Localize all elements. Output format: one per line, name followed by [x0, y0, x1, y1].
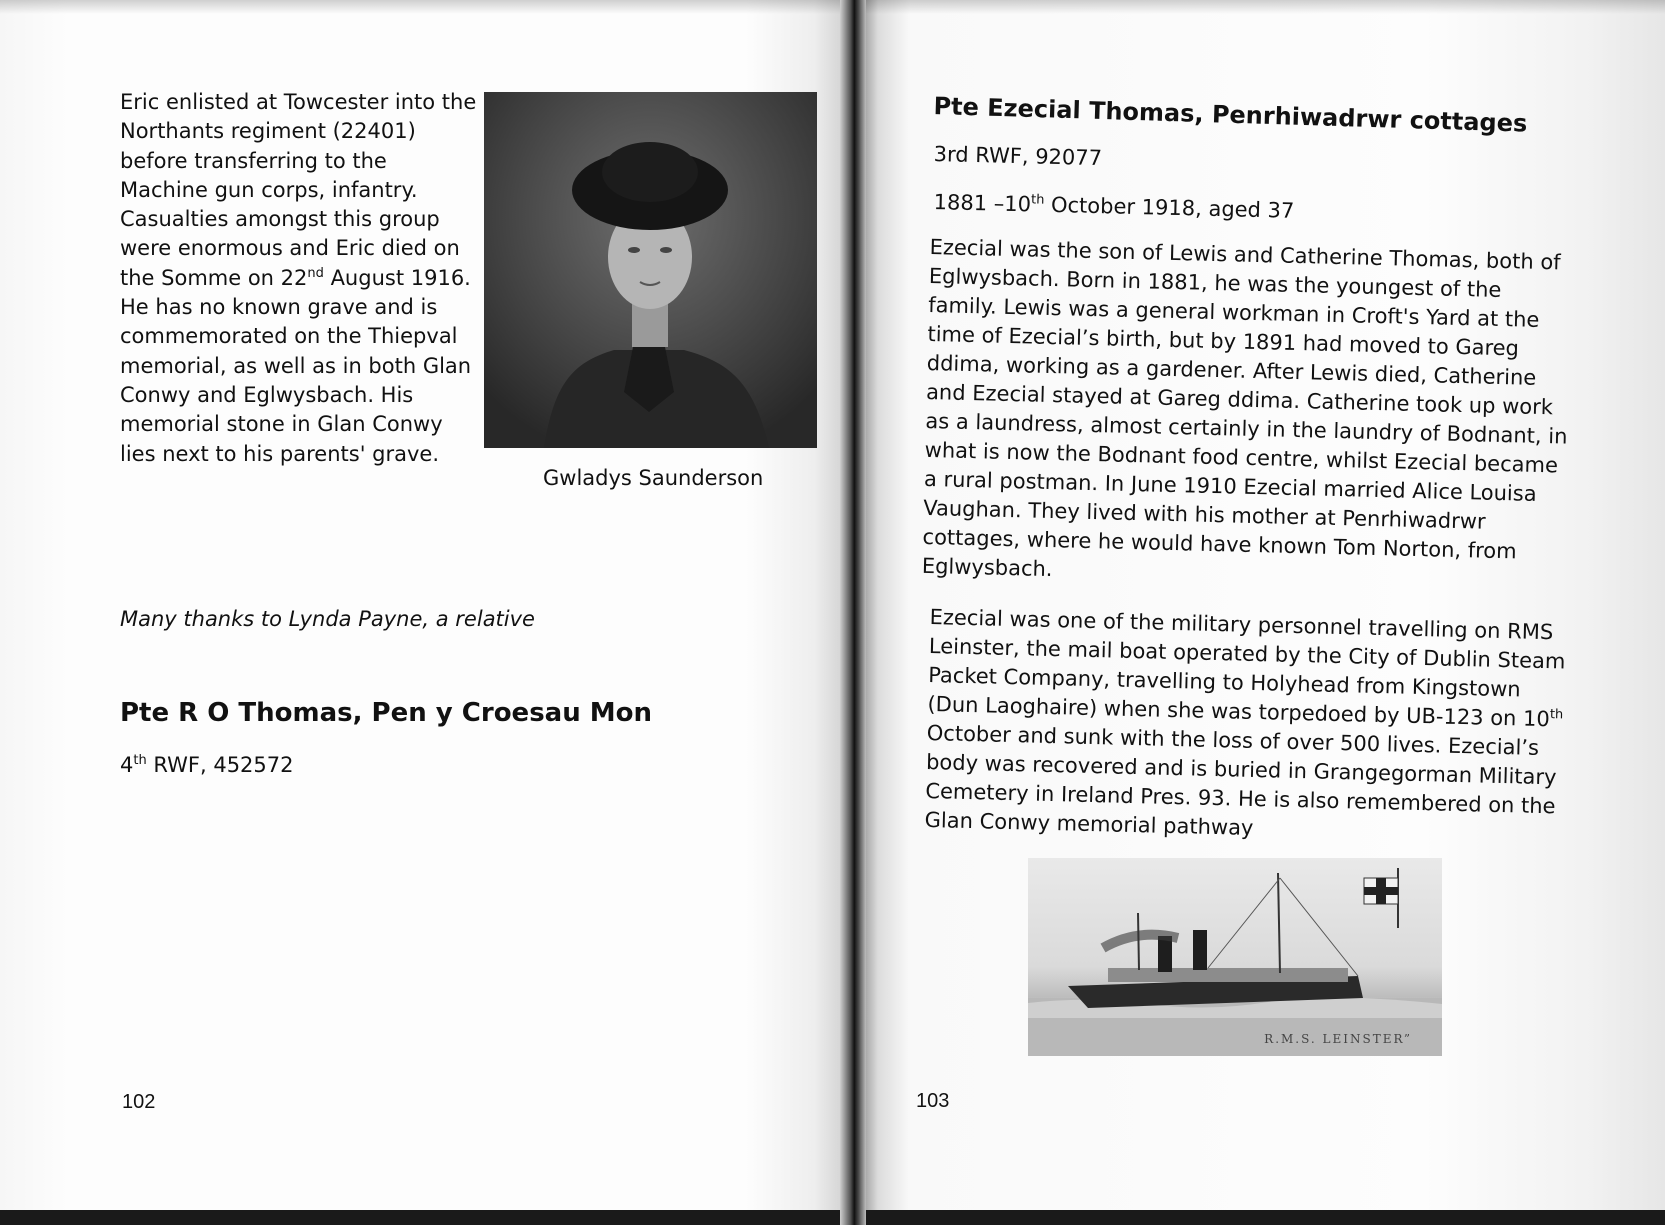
unit-number-ezecial: 3rd RWF, 92077: [933, 142, 1103, 171]
section-heading-ezecial-thomas: Pte Ezecial Thomas, Penrhiwadrwr cottages: [933, 92, 1528, 138]
page-top-shadow: [862, 0, 1665, 14]
book-gutter: [840, 0, 866, 1225]
rms-leinster-illustration: [1028, 858, 1442, 1056]
ezecial-leinster-paragraph: Ezecial was one of the military personnel travelling on RMS Leinster, the mail boat operated by the City of Dublin Steam Packet Company, travelling to Holyhead from Kingstown (Dun Laoghaire) when she was torpedoed by UB-123 on 10th October and sunk with the loss of over 500 lives. Ezecial’s body was recovered and is buried in Grangegorman Military Cemetery in Ireland Pres. 93. He is also remembered on the Glan Conwy memorial pathway: [924, 604, 1566, 840]
section-heading-ro-thomas: Pte R O Thomas, Pen y Croesau Mon: [120, 698, 653, 728]
page-number-right: 103: [916, 1090, 950, 1112]
right-page: [862, 0, 1665, 1210]
portrait-photo: [484, 92, 817, 448]
page-top-shadow: [0, 0, 848, 14]
life-dates-ezecial: 1881 –10th October 1918, aged 37: [933, 190, 1295, 223]
ship-drawing: [1028, 858, 1442, 1056]
ezecial-biography-paragraph: Ezecial was the son of Lewis and Catherine Thomas, both of Eglwysbach. Born in 1881, he was the youngest of the family. Lewis was a general workman in Croft's Yard at the time of Ezecial’s birth, but by 1891 had moved to Gareg ddima, working as a gardener. After Lewis died, Catherine and Ezecial stayed at Gareg ddima. Catherine took up work as a laundress, almost certainly in the laundry of Bodnant, in what is now the Bodnant food centre, whilst Ezecial became a rural postman. In June 1910 Ezecial married Alice Louisa Vaughan. They lived with his mother at Penrhiwadrwr cottages, where he would have known Tom Norton, from Eglwysbach.: [921, 234, 1568, 582]
eric-paragraph: Eric enlisted at Towcester into the Northants regiment (22401) before transferring to the Machine gun corps, infantry. Casualties amongst this group were enormous and Eric died on the Somme on 22nd August 1916. He has no known grave and is commemorated on the Thiepval memorial, as well as in both Glan Conwy and Eglwysbach. His memorial stone in Glan Conwy lies next to his parents' grave.: [120, 90, 477, 466]
page-number-left: 102: [122, 1091, 156, 1113]
unit-number-ro-thomas: 4th RWF, 452572: [120, 753, 294, 777]
portrait-illustration: [484, 92, 817, 448]
photo-caption: Gwladys Saunderson: [543, 466, 764, 490]
ship-name-label: R.M.S. LEINSTER”: [1264, 1032, 1412, 1046]
acknowledgement: Many thanks to Lynda Payne, a relative: [120, 607, 535, 631]
